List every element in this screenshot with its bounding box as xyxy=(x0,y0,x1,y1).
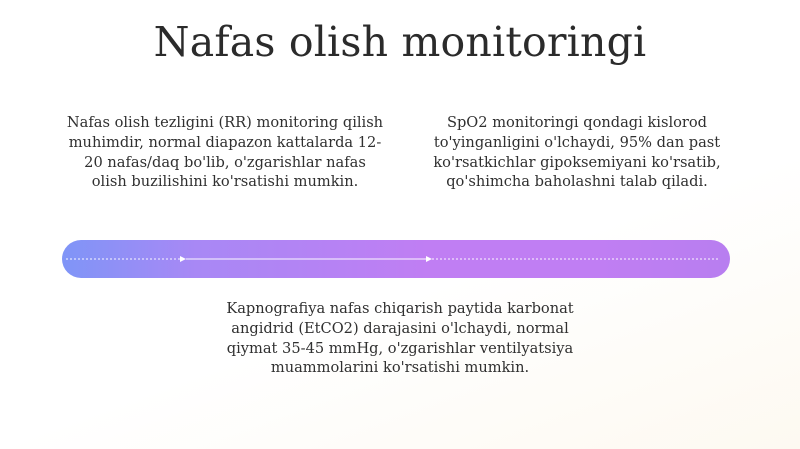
timeline-arrows xyxy=(62,240,730,278)
slide-title: Nafas olish monitoringi xyxy=(153,18,647,66)
timeline-bar xyxy=(62,240,730,278)
arrow-right-icon xyxy=(426,256,432,262)
text-block-spo2: SpO2 monitoringi qondagi kislorod to'yinganligini o'lchaydi, 95% dan past ko'rsatkichlar gipoksemiyani ko'rsatib, qo'shimcha baholashni talab qiladi. xyxy=(433,114,721,191)
text-block-capnography: Kapnografiya nafas chiqarish paytida karbonat angidrid (EtCO2) darajasini o'lchaydi, normal qiymat 35-45 mmHg, o'zgarishlar ventilyatsiya muammolarini ko'rsatishi mumkin. xyxy=(226,300,574,377)
text-block-respiratory-rate: Nafas olish tezligini (RR) monitoring qilish muhimdir, normal diapazon kattalarda 12-20 nafas/daq bo'lib, o'zgarishlar nafas olish buzilishini ko'rsatishi mumkin. xyxy=(66,114,384,191)
arrow-right-icon xyxy=(180,256,186,262)
